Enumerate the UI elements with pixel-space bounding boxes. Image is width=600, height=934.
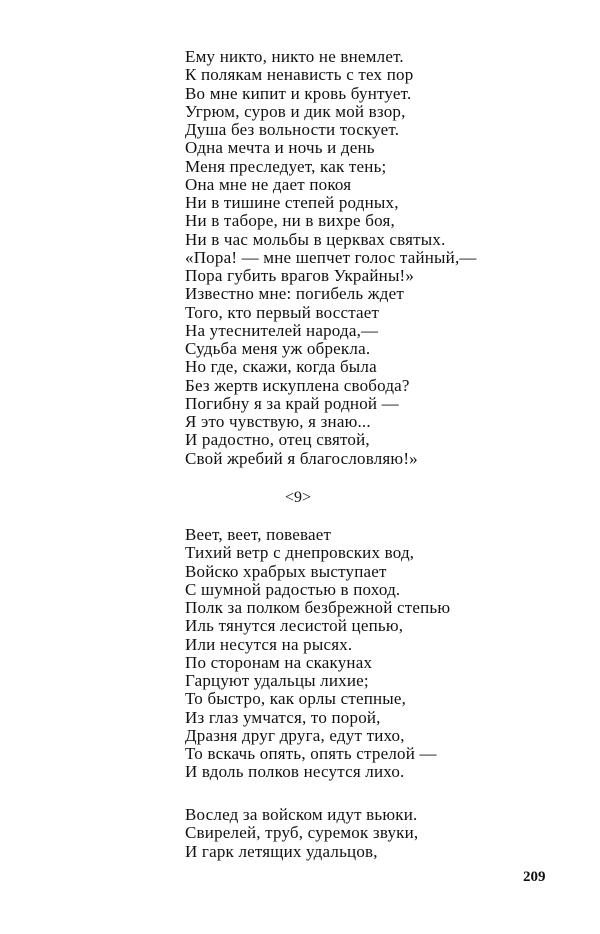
poem-line: Но где, скажи, когда была (185, 357, 377, 377)
poem-line: Веет, веет, повевает (185, 525, 332, 544)
poem-line: Полк за полком безбрежной степью (185, 598, 451, 617)
poem-line: Ни в таборе, ни в вихре боя, (185, 211, 395, 231)
poem-line: Ни в тишине степей родных, (185, 193, 399, 212)
poem-line: Ему никто, никто не внемлет. (185, 47, 404, 66)
stanza-3 (185, 806, 418, 861)
poem-line: Я это чувствую, я знаю... (185, 412, 371, 431)
poem-line: Войско храбрых выступает (185, 561, 387, 581)
section-number: <9> (285, 489, 312, 506)
poem-line: По сторонам на скакунах (185, 652, 373, 672)
poem-line: Из глаз умчатся, то порой, (185, 707, 381, 727)
poem-line: «Пора! — мне шепчет голос тайный,— (185, 247, 477, 267)
poem-line: Меня преследует, как тень; (185, 156, 387, 176)
poem-line: То быстро, как орлы степные, (185, 689, 407, 709)
poem-line: Во мне кипит и кровь бунтует. (185, 83, 412, 103)
poem-line: Она мне не дает покоя (185, 174, 352, 194)
page-number: 209 (523, 869, 546, 885)
poem-line: К полякам ненависть с тех пор (185, 65, 414, 85)
poem-line: На утеснителей народа,— (185, 320, 379, 340)
poem-line: Ни в час мольбы в церквах святых. (185, 229, 446, 249)
poem-line: С шумной радостью в поход. (185, 579, 401, 599)
poem-line: И гарк летящих удальцов, (185, 841, 378, 861)
poem-line: И радостно, отец святой, (185, 430, 370, 450)
poem-line: Гарцуют удальцы лихие; (185, 671, 369, 690)
poem-line: Иль тянутся лесистой цепью, (185, 616, 404, 636)
poem-line: Дразня друг друга, едут тихо, (185, 725, 405, 745)
poem-line: Того, кто первый восстает (185, 302, 380, 322)
poem-line: Погибну я за край родной — (185, 393, 399, 413)
poem-line: Или несутся на рысях. (185, 634, 353, 654)
poem-line: Без жертв искуплена свобода? (185, 375, 410, 395)
poem-line: Пора губить врагов Украйны!» (185, 266, 415, 285)
stanza-2 (185, 526, 450, 782)
poem-line: Вослед за войском идут вьюки. (185, 805, 418, 824)
poem-line: И вдоль полков несутся лихо. (185, 762, 405, 782)
poem-line: Угрюм, суров и дик мой взор, (185, 101, 406, 121)
poem-line: Судьба меня уж обрекла. (185, 339, 371, 358)
poem-line: Свой жребий я благословляю!» (185, 448, 418, 468)
poem-line: Тихий ветр с днепровских вод, (185, 543, 415, 563)
stanza-1 (185, 48, 477, 468)
poem-line: Одна мечта и ночь и день (185, 138, 375, 158)
poem-line: Душа без вольности тоскует. (185, 120, 400, 139)
poem-line: То вскачь опять, опять стрелой — (185, 744, 437, 763)
poem-line: Свирелей, труб, суремок звуки, (185, 823, 419, 843)
poem-line: Известно мне: погибель ждет (185, 284, 404, 304)
